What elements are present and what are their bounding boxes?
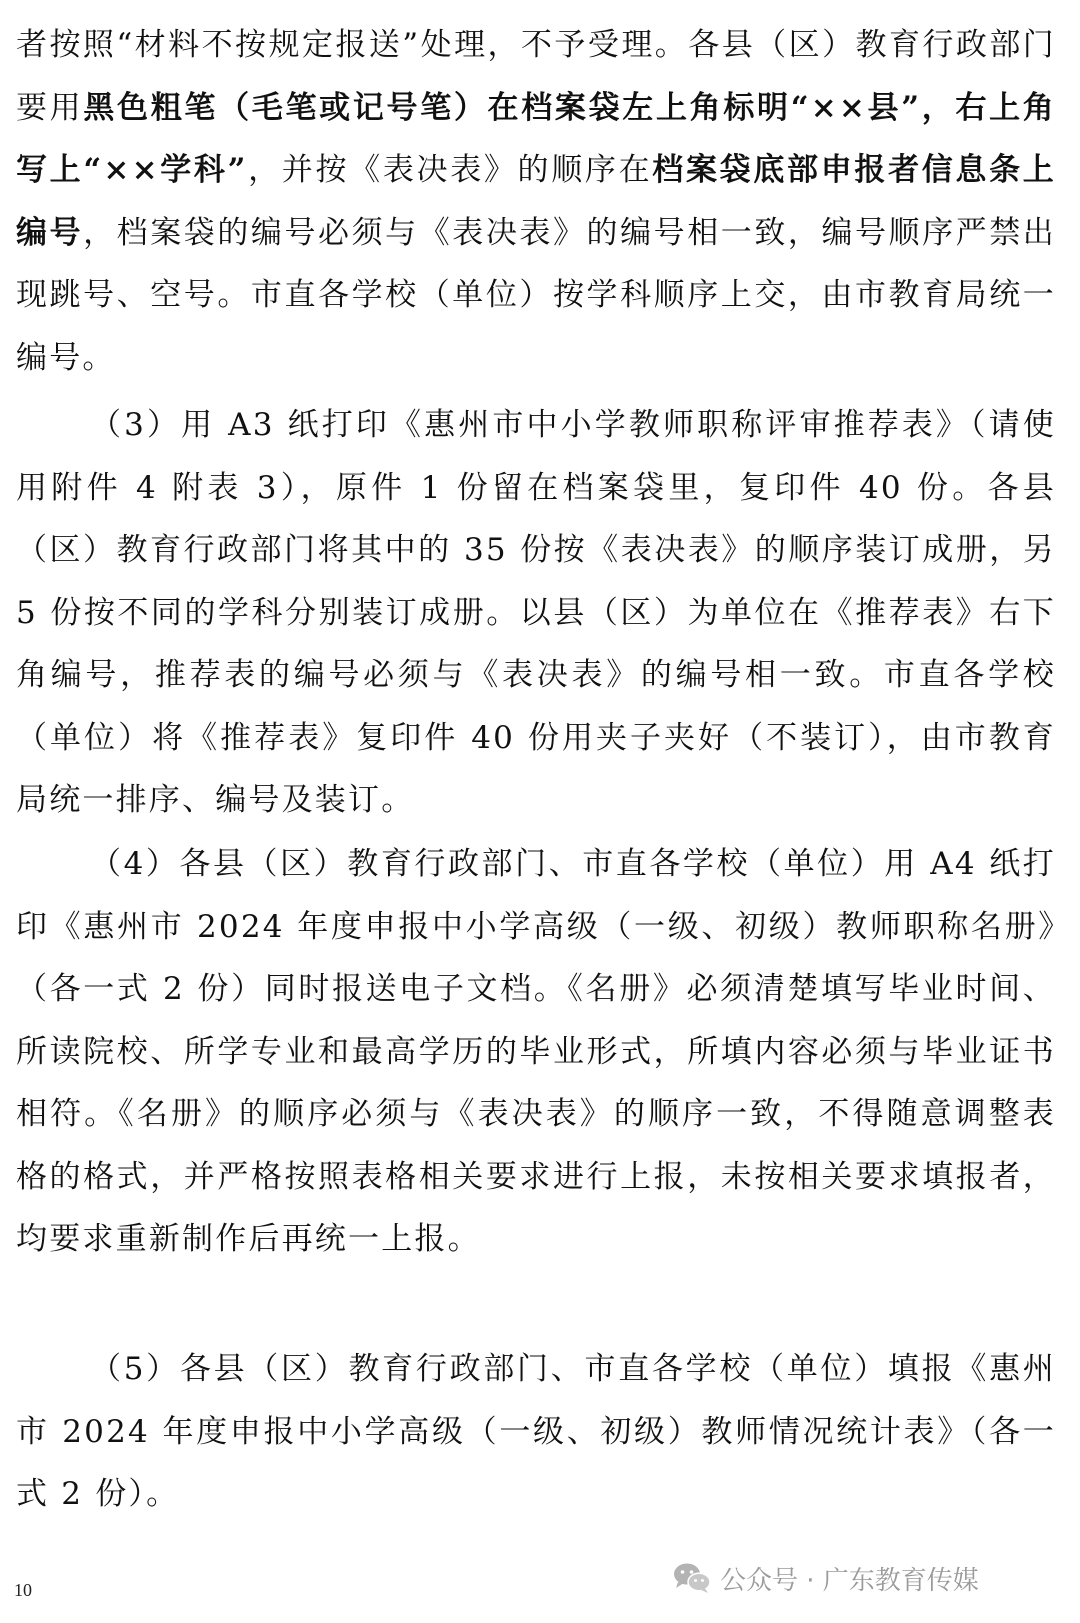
paragraph-item-4: （4）各县（区）教育行政部门、市直各学校（单位）用 A4 纸打印《惠州市 2024 年度申报中小学高级（一级、初级）教师职称名册》（各一式 2 份）同时报送电子文档。《名册》必须清楚填写毕业时间、所读院校、所学专业和最高学历的毕业形式，所填内容必须与毕业证书相符。《名册》的顺序必须与《表决表》的顺序一致，不得随意调整表格的格式，并严格按照表格相关要求进行上报，未按相关要求填报者，均要求重新制作后再统一上报。: [16, 846, 1056, 1257]
paragraph-submission-rules: [16, 14, 1056, 389]
paragraph-text: 者按照“材料不按规定报送”处理，不予受理。各县（区）教育行政部门要用: [16, 27, 1056, 126]
paragraph-item-3: （3）用 A3 纸打印《惠州市中小学教师职称评审推荐表》（请使用附件 4 附表 3），原件 1 份留在档案袋里，复印件 40 份。各县（区）教育行政部门将其中的 35 份按《表决表》的顺序装订成册，另 5 份按不同的学科分别装订成册。以县（区）为单位在《推荐表》右下角编号，推荐表的编号必须与《表决表》的编号相一致。市直各学校（单位）将《推荐表》复印件 40 份用夹子夹好（不装订），由市教育局统一排序、编号及装订。: [16, 407, 1056, 818]
wechat-icon: [672, 1561, 712, 1595]
watermark: [672, 1548, 979, 1608]
page-number: 10: [14, 1580, 32, 1600]
bold-instruction: 档案袋底部申报者信息条上编号: [16, 152, 1056, 251]
watermark-text: 公众号 · 广东教育传媒: [720, 1565, 979, 1596]
paragraph-text: ，档案袋的编号必须与《表决表》的编号相一致，编号顺序严禁出现跳号、空号。市直各学校（单位）按学科顺序上交，由市教育局统一编号。: [16, 214, 1056, 376]
paragraph-item-5: （5）各县（区）教育行政部门、市直各学校（单位）填报《惠州市 2024 年度申报中小学高级（一级、初级）教师情况统计表》（各一式 2 份）。: [16, 1351, 1056, 1512]
paragraph-text: ，并按《表决表》的顺序在: [247, 152, 653, 188]
bold-instruction: 黑色粗笔（毛笔或记号笔）在档案袋左上角标明“××县”，右上角写上“××学科”: [16, 89, 1057, 188]
